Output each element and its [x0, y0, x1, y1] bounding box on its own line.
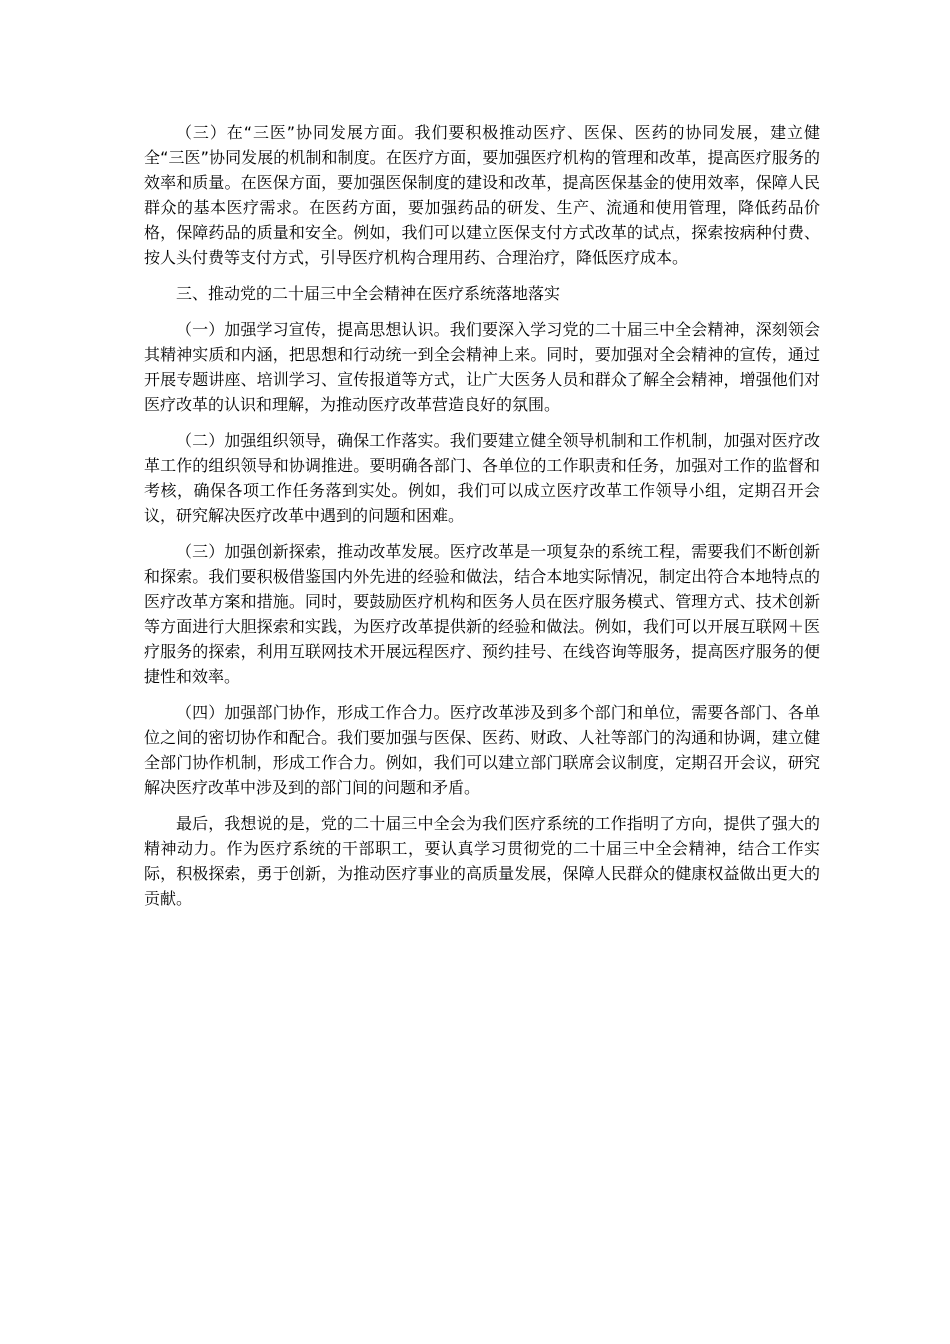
paragraph-three-medicine-coordination: （三）在“三医”协同发展方面。我们要积极推动医疗、医保、医药的协同发展，建立健全“三医”协同发展的机制和制度。在医疗方面，要加强医疗机构的管理和改革，提高医疗服务的效率和质量。在医保方面，要加强医保制度的建设和改革，提高医保基金的使用效率，保障人民群众的基本医疗需求。在医药方面，要加强药品的研发、生产、流通和使用管理，降低药品价格，保障药品的质量和安全。例如，我们可以建立医保支付方式改革的试点，探索按病种付费、按人头付费等支付方式，引导医疗机构合理用药、合理治疗，降低医疗成本。 — [144, 123, 820, 267]
paragraph-organizational-leadership: （二）加强组织领导，确保工作落实。我们要建立健全领导机制和工作机制，加强对医疗改革工作的组织领导和协调推进。要明确各部门、各单位的工作职责和任务，加强对工作的监督和考核，确保各项工作任务落到实处。例如，我们可以成立医疗改革工作领导小组，定期召开会议，研究解决医疗改革中遇到的问题和困难。 — [144, 431, 820, 525]
paragraph-study-publicity: （一）加强学习宣传，提高思想认识。我们要深入学习党的二十届三中全会精神，深刻领会其精神实质和内涵，把思想和行动统一到全会精神上来。同时，要加强对全会精神的宣传，通过开展专题讲座、培训学习、宣传报道等方式，让广大医务人员和群众了解全会精神，增强他们对医疗改革的认识和理解，为推动医疗改革营造良好的氛围。 — [144, 320, 820, 414]
paragraph-department-cooperation: （四）加强部门协作，形成工作合力。医疗改革涉及到多个部门和单位，需要各部门、各单位之间的密切协作和配合。我们要加强与医保、医药、财政、人社等部门的沟通和协调，建立健全部门协作机制，形成工作合力。例如，我们可以建立部门联席会议制度，定期召开会议，研究解决医疗改革中涉及到的部门间的问题和矛盾。 — [144, 703, 820, 797]
paragraph-innovation-exploration: （三）加强创新探索，推动改革发展。医疗改革是一项复杂的系统工程，需要我们不断创新和探索。我们要积极借鉴国内外先进的经验和做法，结合本地实际情况，制定出符合本地特点的医疗改革方案和措施。同时，要鼓励医疗机构和医务人员在医疗服务模式、管理方式、技术创新等方面进行大胆探索和实践，为医疗改革提供新的经验和做法。例如，我们可以开展互联网＋医疗服务的探索，利用互联网技术开展远程医疗、预约挂号、在线咨询等服务，提高医疗服务的便捷性和效率。 — [144, 542, 820, 686]
paragraph-conclusion: 最后，我想说的是，党的二十届三中全会为我们医疗系统的工作指明了方向，提供了强大的精神动力。作为医疗系统的干部职工，要认真学习贯彻党的二十届三中全会精神，结合工作实际，积极探索，勇于创新，为推动医疗事业的高质量发展，保障人民群众的健康权益做出更大的贡献。 — [144, 814, 820, 908]
document-page — [144, 120, 820, 922]
section-heading-three: 三、推动党的二十届三中全会精神在医疗系统落地落实 — [176, 284, 561, 303]
